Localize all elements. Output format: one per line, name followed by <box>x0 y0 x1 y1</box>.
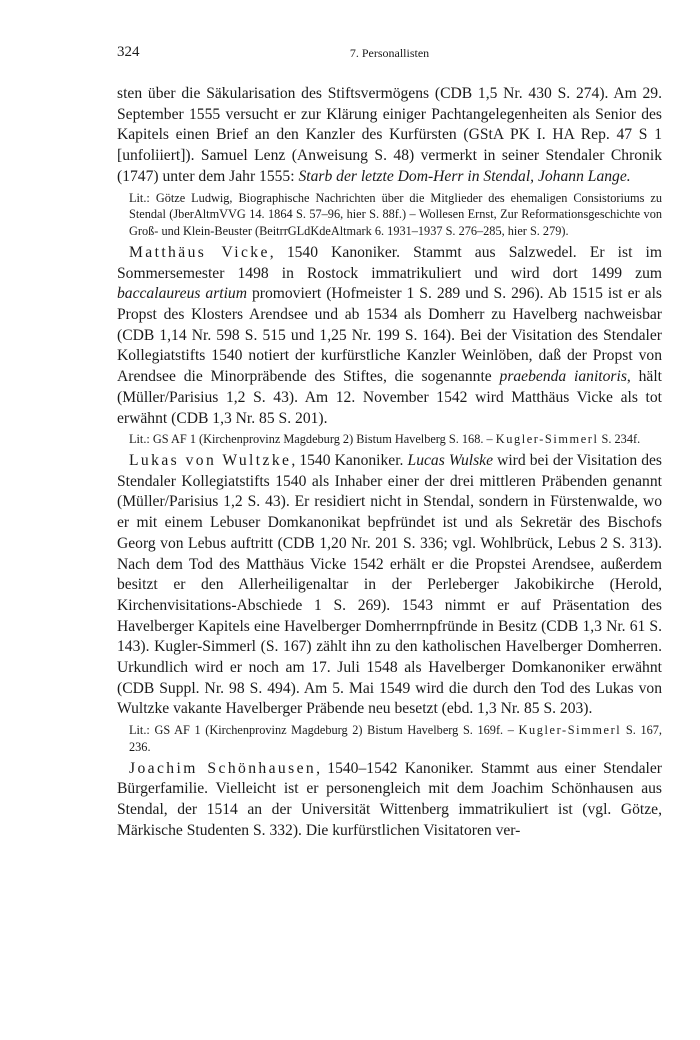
running-head: 7. Personallisten <box>349 46 430 60</box>
person-name: Lukas von Wultzke <box>129 452 292 470</box>
person-name: Joachim Schönhausen <box>129 759 317 777</box>
lit-text: S. 234f. <box>598 432 641 447</box>
lit-author: Kugler-Simmerl <box>518 723 622 738</box>
paragraph-lange-end <box>117 84 662 188</box>
italic-term: praebenda ianitoris <box>499 368 627 386</box>
literature-note-lange: Lit.: Götze Ludwig, Biographische Nachrichten über die Mitglieder des ehemaligen Consistoriums zu Stendal (JberAltmVVG 14. 1864 S. 57–96, hier S. 88f.) – Wollesen Ernst, Zur Reformationsgeschichte von Groß- und Klein-Beuster (BeitrrGLdKdeAltmark 6. 1931–1937 S. 276–285, hier S. 279). <box>129 190 662 239</box>
page-header <box>117 44 662 64</box>
chronicle-quote: Starb der letzte Dom-Herr in Stendal, Johann Lange. <box>298 167 631 185</box>
text: sten über die Säkularisation des Stiftsvermögens (CDB 1,5 Nr. 430 S. 274). Am 29. September 1555 versucht er zur Klärung einiger Pachtangelegenheiten als Senior des Kapitels einen Brief an den Kanzler des Kurfürsten (GStA PK I. HA Rep. 47 S 1 [unfoliiert]). Samuel Lenz (Anweisung S. 48) vermerkt in seiner Stendaler Chronik (1747) unter dem Jahr 1555: <box>117 85 662 185</box>
person-name: Matthäus Vicke <box>129 243 270 261</box>
page-number: 324 <box>117 44 140 60</box>
text: wird bei der Visitation des Stendaler Kollegiatstifts 1540 als Inhaber einer der drei mittleren Präbenden genannt (Müller/Parisius 1,2 S. 43). Er residiert nicht in Stendal, sondern in Fürstenwalde, wo er mit einem Lebuser Domkanonikat bepfründet ist und als Sekretär des Bischofs Georg von Lebus auftritt (CDB 1,20 Nr. 201 S. 336; vgl. Wohlbrück, Lebus 2 S. 313). Nach dem Tod des Matthäus Vicke 1542 erhält er die Propstei Arendsee, außerdem besitzt er den Allerheiligenaltar in der Perleberger Jakobikirche (Herold, Kirchenvisitations-Abschiede 1 S. 269). 1543 nimmt er auf Präsentation des Havelberger Kapitels eine Havelberger Domherrnpfründe in Besitz (CDB 1,3 Nr. 61 S. 143). Kugler-Simmerl (S. 167) zählt ihn zu den katholischen Havelberger Domherren. Urkundlich wird er noch am 17. Juli 1548 als Havelberger Domkanoniker erwähnt (CDB Suppl. Nr. 98 S. 494). Am 5. Mai 1549 wird die durch den Tod des Lukas von Wultzke vakante Havelberger Präbende neu besetzt (ebd. 1,3 Nr. 85 S. 203). <box>117 452 662 718</box>
text: , 1540 Kanoniker. Stammt aus Salzwedel. Er ist im Sommersemester 1498 in Rostock immatrikuliert und wird dort 1499 zum <box>117 243 662 282</box>
entry-lukas-von-wultzke <box>117 451 662 720</box>
text: , hält (Müller/Parisius 1,2 S. 43). Am 12. November 1542 wird Matthäus Vicke als tot erwähnt (CDB 1,3 Nr. 85 S. 201). <box>117 368 662 427</box>
text: , 1540 Kanoniker. <box>291 452 408 470</box>
lit-text: S. 167, 236. <box>129 723 662 754</box>
page-body <box>117 84 662 842</box>
literature-note-wultzke <box>129 722 662 756</box>
lit-author: Kugler-Simmerl <box>495 432 599 447</box>
entry-joachim-schoenhausen <box>117 759 662 842</box>
text: promoviert (Hofmeister 1 S. 289 und S. 296). Ab 1515 ist er als Propst des Klosters Arendsee und ab 1534 als Domherr zu Havelberg nachweisbar (CDB 1,14 Nr. 598 S. 515 und 1,25 Nr. 199 S. 164). Bei der Visitation des Stendaler Kollegiatstifts 1540 notiert der kurfürstliche Kanzler Weinlöben, daß der Propst von Arendsee die Minorpräbende des Stiftes, die sogenannte <box>117 285 662 386</box>
entry-matthaeus-vicke <box>117 243 662 429</box>
lit-text: Lit.: GS AF 1 (Kirchenprovinz Magdeburg 2) Bistum Havelberg S. 168. – <box>129 432 496 447</box>
literature-note-vicke <box>129 431 662 448</box>
italic-term: Lucas Wulske <box>407 452 494 470</box>
lit-text: Lit.: GS AF 1 (Kirchenprovinz Magdeburg 2) Bistum Havelberg S. 169f. – <box>129 723 519 738</box>
text: , 1540–1542 Kanoniker. Stammt aus einer Stendaler Bürgerfamilie. Vielleicht ist er personengleich mit dem Joachim Schönhausen aus Stendal, der 1514 an der Universität Wittenberg immatrikuliert ist (vgl. Götze, Märkische Studenten S. 332). Die kurfürstlichen Visitatoren ver- <box>117 759 662 839</box>
italic-term: baccalaureus artium <box>117 285 247 303</box>
